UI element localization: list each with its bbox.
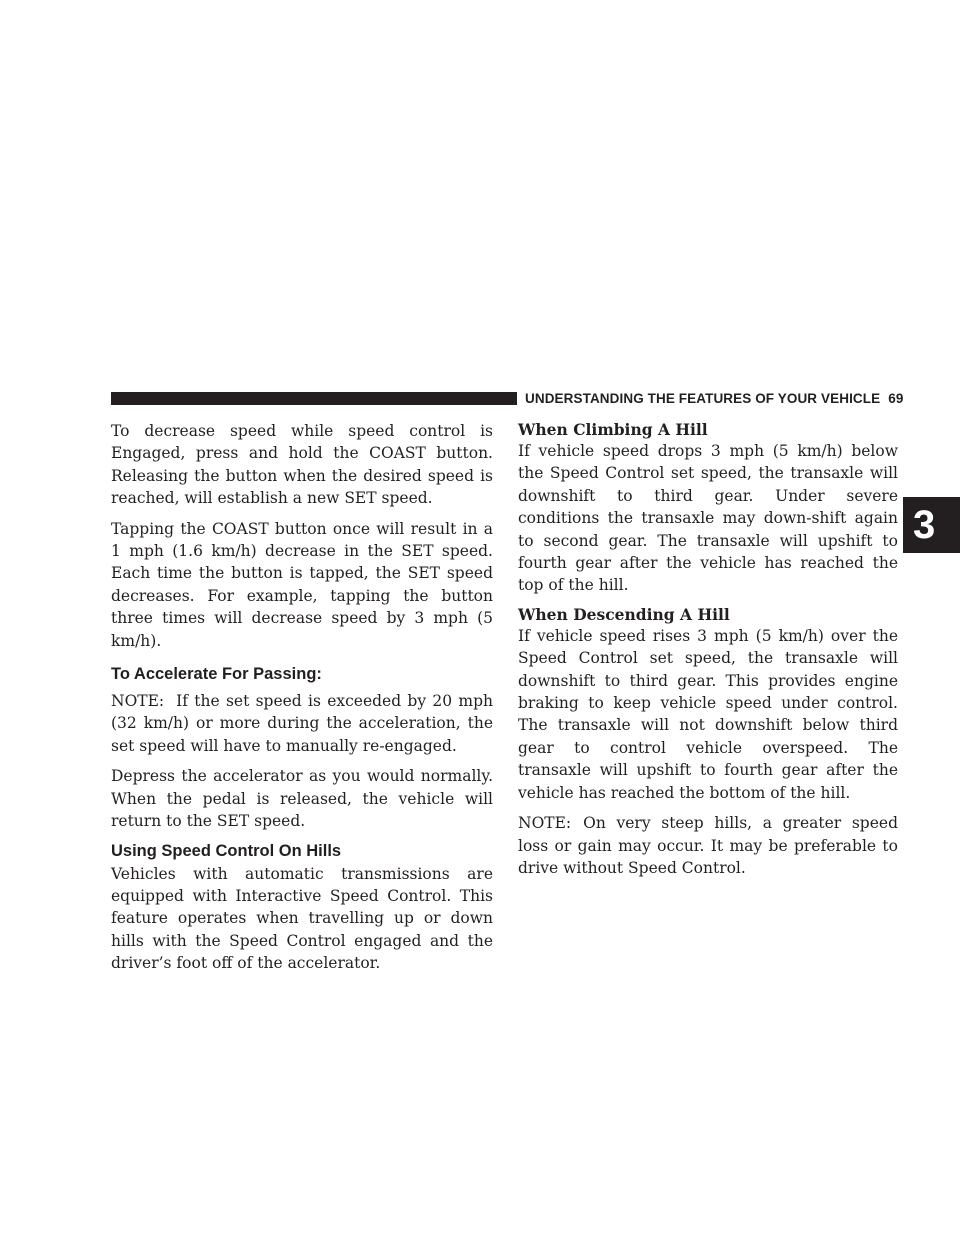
heading-speed-control-hills: Using Speed Control On Hills (111, 841, 342, 860)
note-text: On very steep hills, a greater speed loss or gain may occur. It may be preferable to drive without Speed Control. (518, 814, 898, 877)
paragraph-climbing-hill: If vehicle speed drops 3 mph (5 km/h) below the Speed Control set speed, the transaxle will downshift to third gear. Under severe conditions the transaxle may down-shift again to second gear. The transaxle will upshift to fourth gear after the vehicle has reached the top of the hill. (518, 442, 898, 595)
note-label: NOTE: (518, 814, 572, 833)
chapter-number: 3 (913, 503, 936, 547)
paragraph-descending-hill: If vehicle speed rises 3 mph (5 km/h) over the Speed Control set speed, the transaxle will downshift to third gear. This provides engine braking to keep vehicle speed under control. The transaxle will not downshift below third gear to control vehicle overspeed. The transaxle will upshift to fourth gear after the vehicle has reached the bottom of the hill. (518, 626, 898, 802)
heading-climbing-hill: When Climbing A Hill (518, 420, 708, 439)
heading-descending-hill: When Descending A Hill (518, 604, 730, 624)
left-column (111, 420, 493, 983)
note-text: If the set speed is exceeded by 20 mph (32 km/h) or more during the acceleration, the set speed will have to manually re-engaged. (111, 692, 493, 755)
running-header (525, 390, 903, 408)
chapter-tab (903, 497, 960, 553)
page-number: 69 (888, 391, 904, 406)
header-title: UNDERSTANDING THE FEATURES OF YOUR VEHICLE (525, 391, 881, 406)
right-column (518, 420, 898, 887)
paragraph-interactive-speed-control: Vehicles with automatic transmissions are equipped with Interactive Speed Control. This feature operates when travelling up or down hills with the Speed Control engaged and the driver’s foot off of the accelerator. (111, 864, 493, 973)
paragraph-tapping-coast: Tapping the COAST button once will result in a 1 mph (1.6 km/h) decrease in the SET speed. Each time the button is tapped, the SET speed decreases. For example, tapping the button three times will decrease speed by 3 mph (5 km/h). (111, 519, 493, 650)
paragraph-depress-accelerator: Depress the accelerator as you would normally. When the pedal is released, the vehicle will return to the SET speed. (111, 767, 493, 831)
note-label: NOTE: (111, 692, 165, 711)
paragraph-decrease-speed: To decrease speed while speed control is Engaged, press and hold the COAST button. Releasing the button when the desired speed is reached, will establish a new SET speed. (111, 422, 493, 508)
note-passing (111, 690, 493, 757)
header-rule-bar (111, 392, 517, 405)
heading-accelerate-passing: To Accelerate For Passing: (111, 665, 322, 684)
note-steep-hills (518, 812, 898, 879)
